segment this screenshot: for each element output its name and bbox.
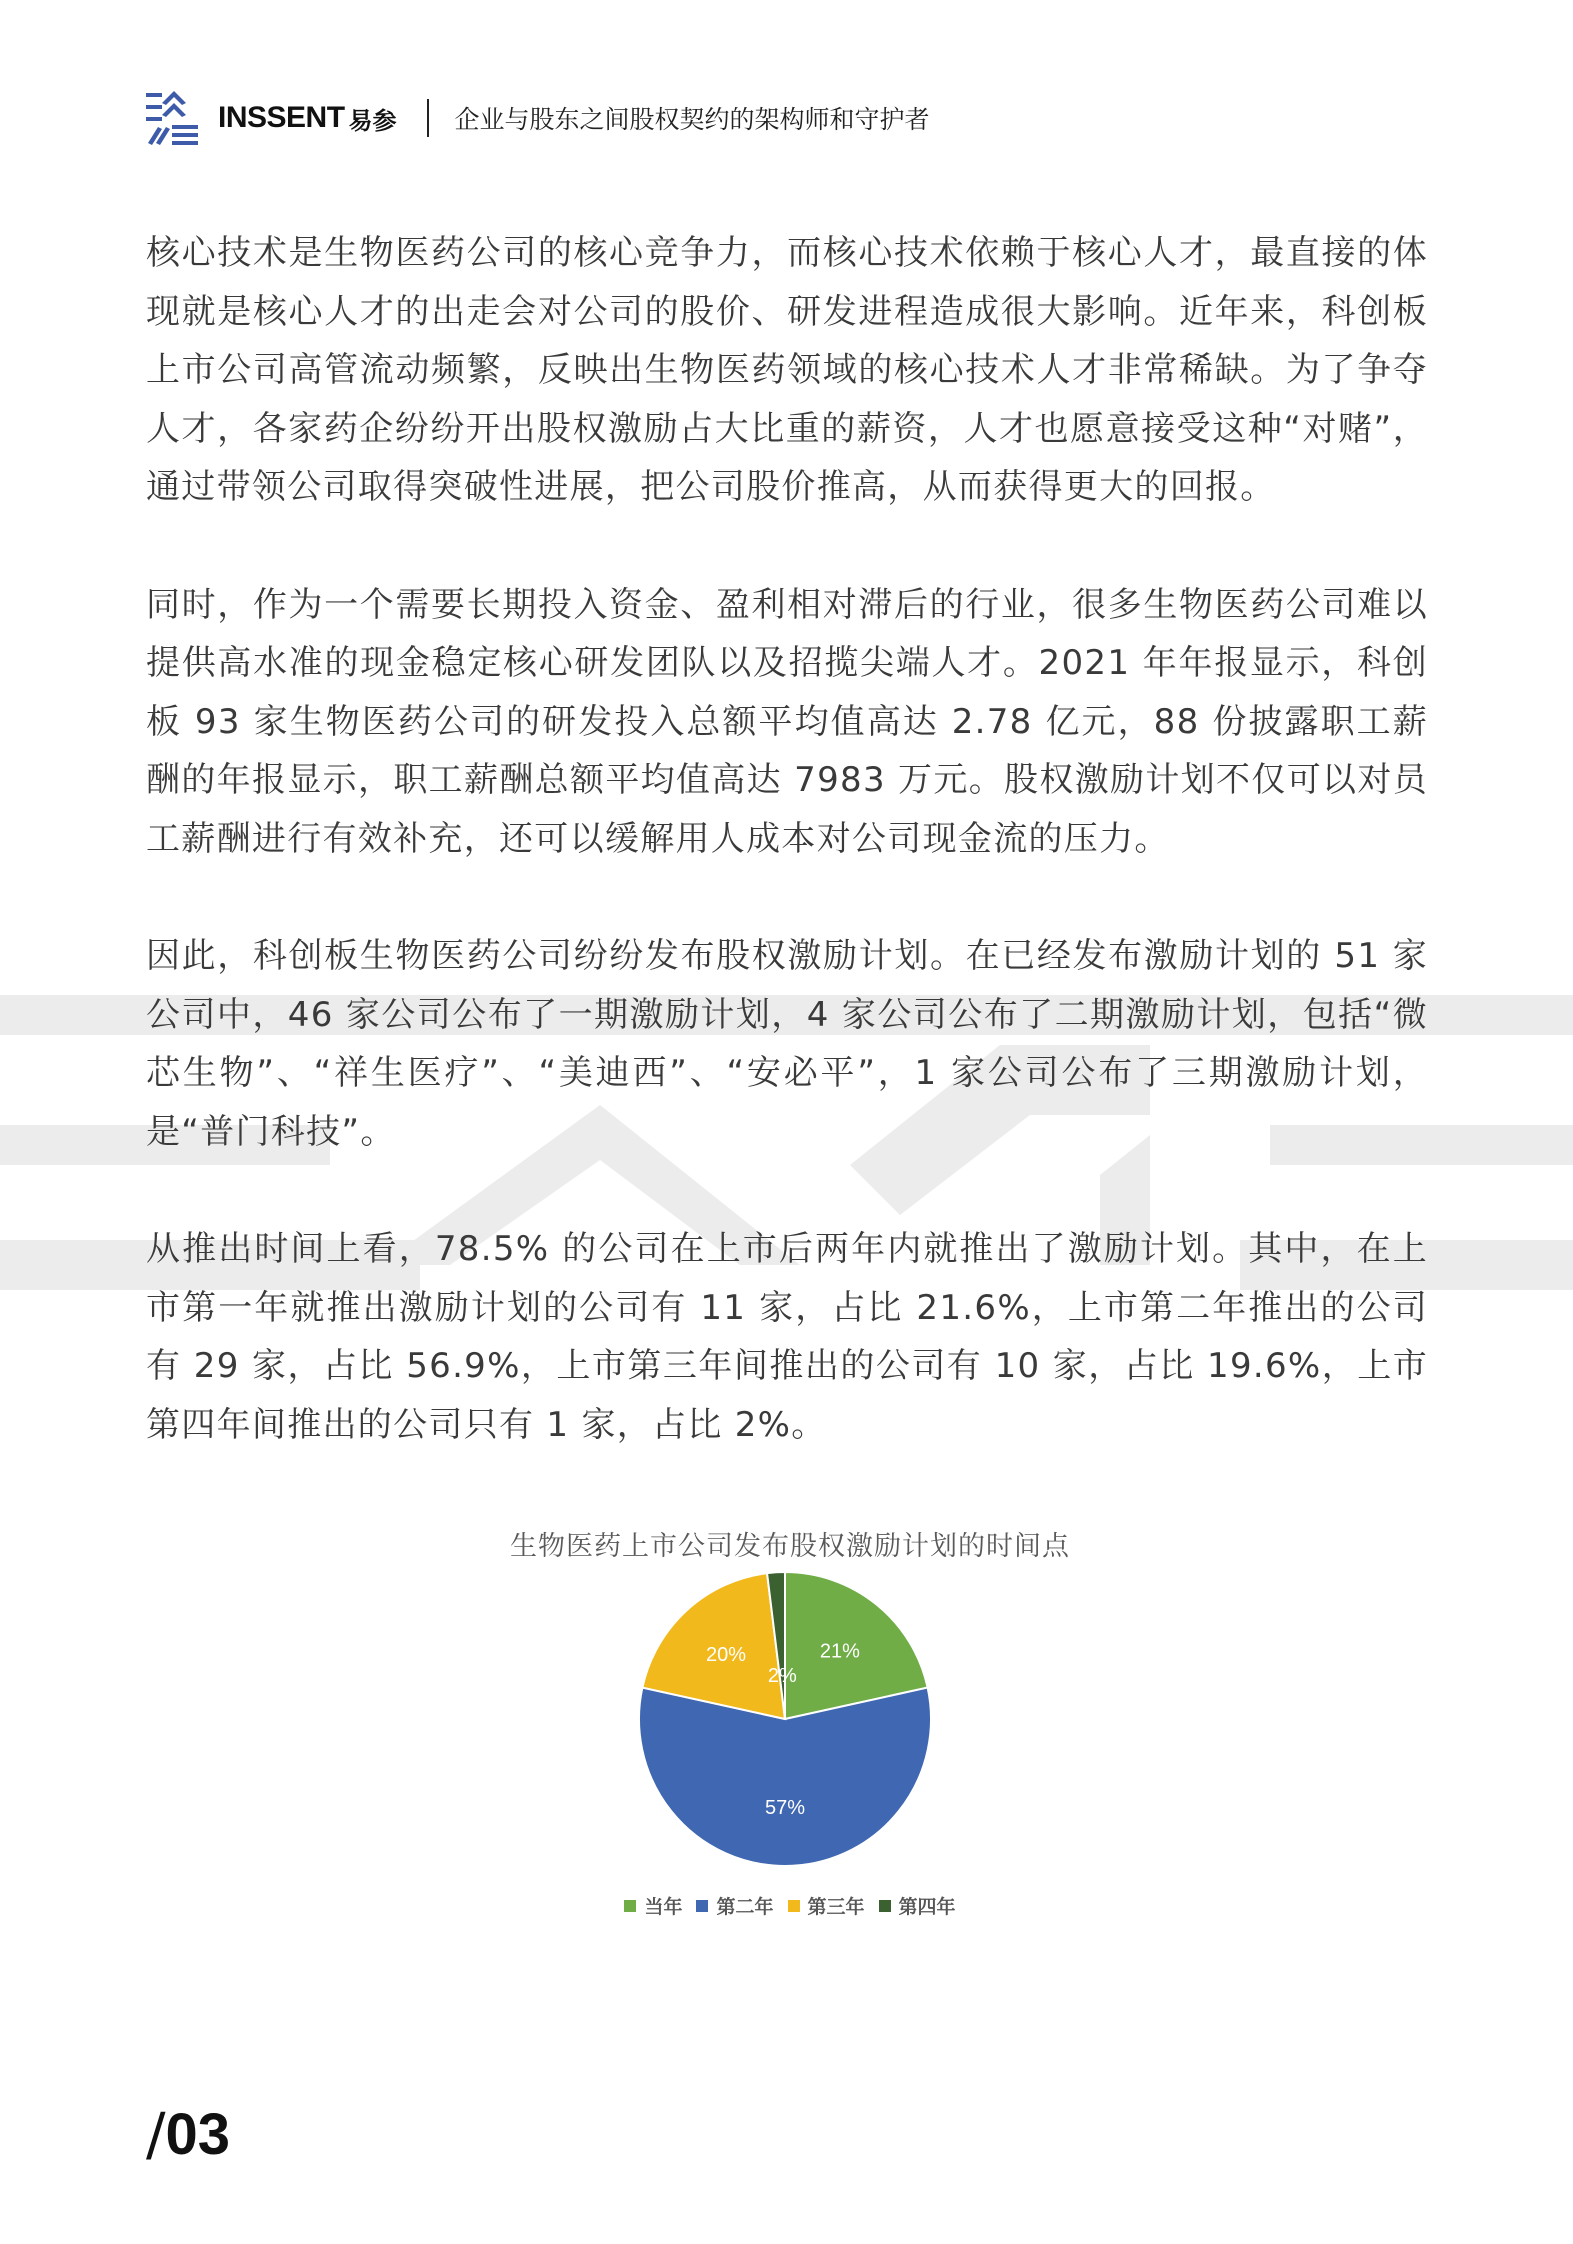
legend-label: 第四年 [898,1896,956,1918]
pie-data-label: 20% [705,1643,746,1666]
page-number [146,2100,230,2168]
legend-swatch [624,1900,636,1912]
chart-title: 生物医药上市公司发布股权激励计划的时间点 [510,1531,1070,1562]
page-number-slash: / [146,2100,166,2168]
legend-item [624,1892,682,1919]
legend-label: 当年 [644,1896,683,1918]
legend-item [696,1892,773,1919]
page-header [146,90,930,146]
legend-swatch [879,1900,891,1912]
pie-chart [450,1500,1130,1950]
header-tagline: 企业与股东之间股权契约的架构师和守护者 [454,105,930,134]
brand-name-cn: 易参 [348,106,397,135]
legend-label: 第三年 [807,1896,865,1918]
pie-plot [450,1500,1130,1950]
pie-data-label: 2% [767,1664,797,1687]
header-divider [427,99,429,137]
legend-item [879,1892,956,1919]
page-number-value: 03 [165,2102,231,2167]
legend-item [788,1892,865,1919]
article-body [146,224,1428,1513]
legend-swatch [788,1900,800,1912]
paragraph: 从推出时间上看，78.5% 的公司在上市后两年内就推出了激励计划。其中，在上市第一年就推出激励计划的公司有 11 家，占比 21.6%，上市第二年推出的公司有 29 家，占比 56.9%，上市第三年间推出的公司有 10 家，占比 19.6%，上市第四年间推出的公司只有 1 家，占比 2%。 [146,1229,1428,1445]
paragraph: 同时，作为一个需要长期投入资金、盈利相对滞后的行业，很多生物医药公司难以提供高水准的现金稳定核心研发团队以及招揽尖端人才。2021 年年报显示，科创板 93 家生物医药公司的研发投入总额平均值高达 2.78 亿元，88 份披露职工薪酬的年报显示，职工薪酬总额平均值高达 7983 万元。股权激励计划不仅可以对员工薪酬进行有效补充，还可以缓解用人成本对公司现金流的压力。 [146,584,1428,859]
legend-swatch [696,1900,708,1912]
insent-logo-icon [146,91,200,145]
chart-legend [450,1892,1130,1919]
paragraph: 核心技术是生物医药公司的核心竞争力，而核心技术依赖于核心人才，最直接的体现就是核心人才的出走会对公司的股价、研发进程造成很大影响。近年来，科创板上市公司高管流动频繁，反映出生物医药领域的核心技术人才非常稀缺。为了争夺人才，各家药企纷纷开出股权激励占大比重的薪资，人才也愿意接受这种“对赌”，通过带领公司取得突破性进展，把公司股价推高，从而获得更大的回报。 [146,233,1428,508]
paragraph: 因此，科创板生物医药公司纷纷发布股权激励计划。在已经发布激励计划的 51 家公司中，46 家公司公布了一期激励计划，4 家公司公布了二期激励计划，包括“微芯生物”、“祥生医疗”、“美迪西”、“安必平”，1 家公司公布了三期激励计划，是“普门科技”。 [146,936,1428,1152]
pie-data-label: 21% [819,1640,860,1663]
brand-name: INSSENT [218,101,345,134]
pie-data-label: 57% [764,1797,806,1820]
legend-label: 第二年 [716,1896,774,1918]
